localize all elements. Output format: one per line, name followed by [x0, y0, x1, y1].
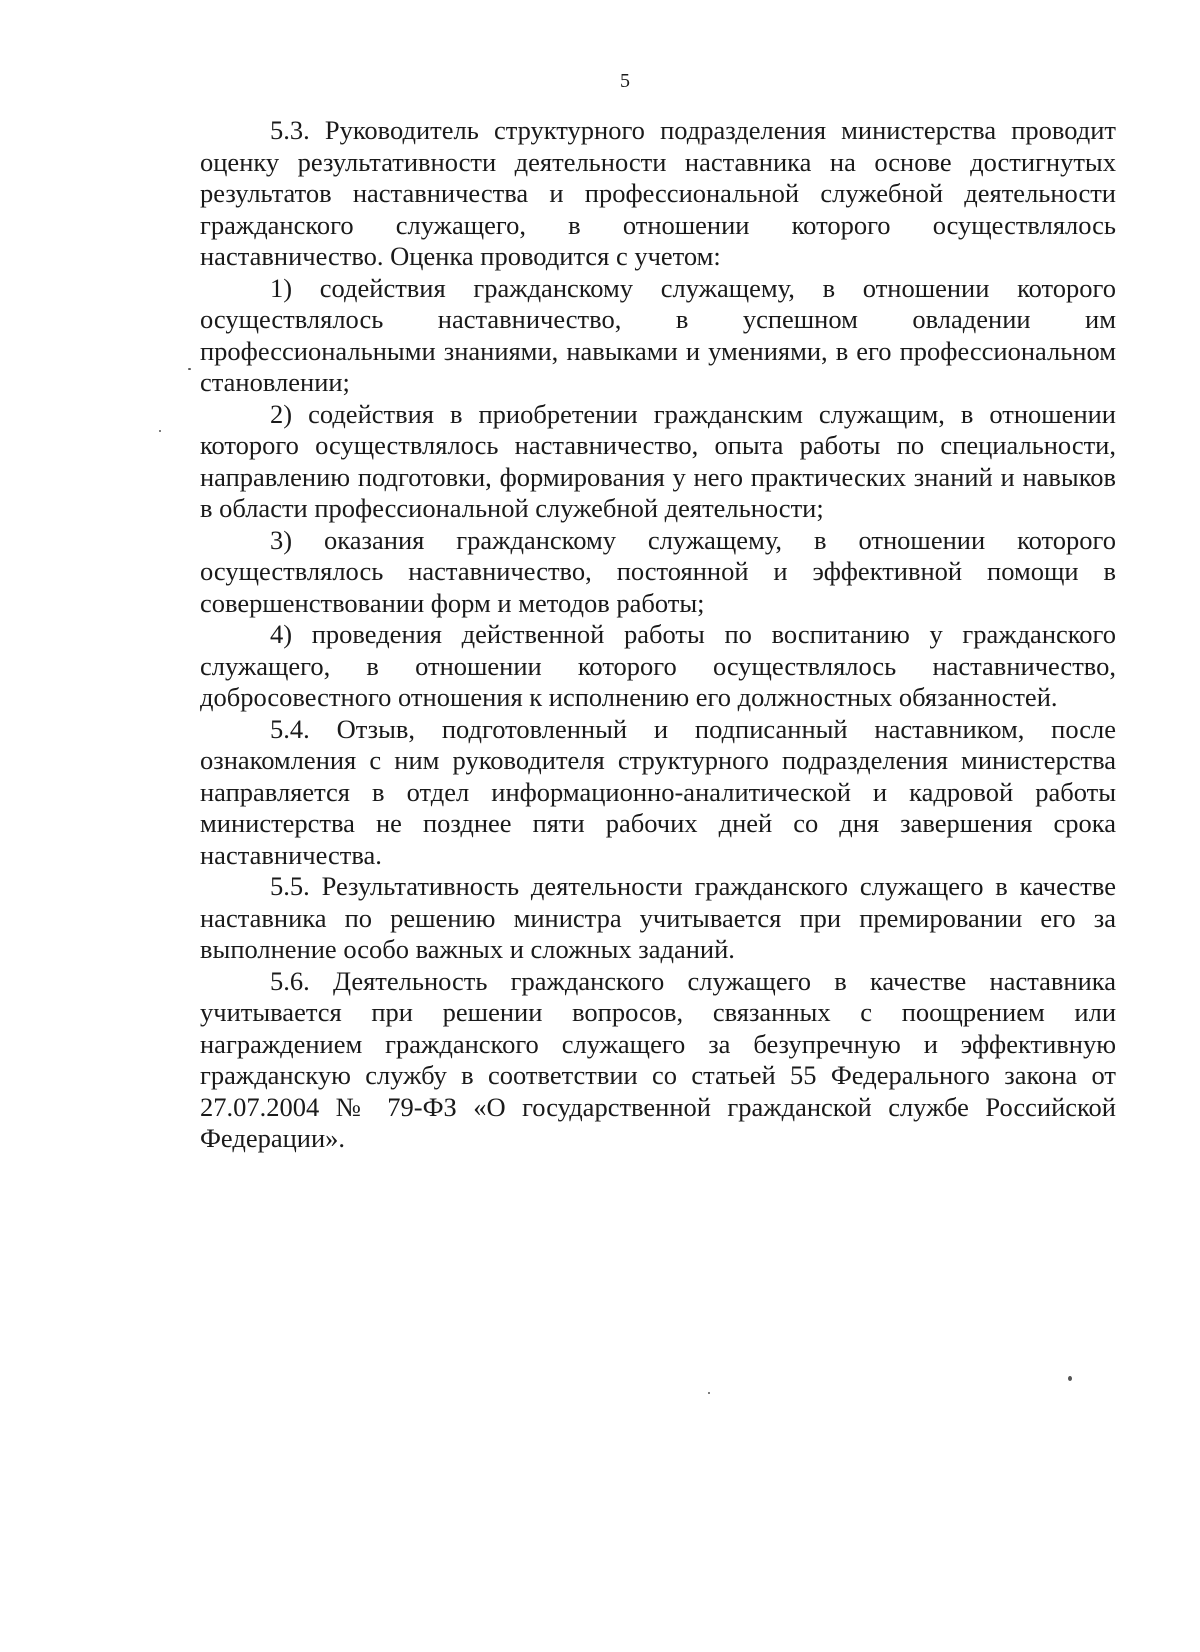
list-item-4: 4) проведения действенной работы по воспитанию у гражданского служащего, в отношении которого осуществлялось наставничество, добросовестного отношения к исполнению его должностных обязанностей.	[200, 619, 1116, 712]
list-item-3: 3) оказания гражданскому служащему, в отношении которого осуществлялось наставничество, постоянной и эффективной помощи в совершенствовании форм и методов работы;	[200, 524, 1116, 618]
page-number: 5	[620, 70, 630, 92]
list-item-2: 2) содействия в приобретении гражданским служащим, в отношении которого осуществлялось наставничество, опыта работы по специальности, направлению подготовки, формирования у него практических знаний и навыков в области профессиональной служебной деятельности;	[200, 398, 1116, 523]
scan-speck	[159, 430, 161, 432]
paragraph-5-4: 5.4. Отзыв, подготовленный и подписанный наставником, после ознакомления с ним руководителя структурного подразделения министерства направляется в отдел информационно-аналитической и кадровой работы министерства не позднее пяти рабочих дней со дня завершения срока наставничества.	[200, 713, 1116, 870]
scan-speck	[1068, 1376, 1072, 1381]
scan-speck	[188, 368, 191, 370]
paragraph-5-6: 5.6. Деятельность гражданского служащего в качестве наставника учитывается при решении вопросов, связанных с поощрением или награждением гражданского служащего за безупречную и эффективную гражданскую службу в соответствии со статьей 55 Федерального закона от 27.07.2004 № 79-ФЗ «О государственной гражданской службе Российской Федерации».	[200, 965, 1116, 1153]
scan-speck	[708, 1392, 710, 1394]
list-item-1: 1) содействия гражданскому служащему, в отношении которого осуществлялось наставничество, в успешном овладении им профессиональными знаниями, навыками и умениями, в его профессиональном становлении;	[200, 272, 1116, 397]
document-body	[200, 115, 1116, 1155]
paragraph-5-5: 5.5. Результативность деятельности гражданского служащего в качестве наставника по решению министра учитывается при премировании его за выполнение особо важных и сложных заданий.	[200, 871, 1116, 964]
paragraph-5-3: 5.3. Руководитель структурного подразделения министерства проводит оценку результативности деятельности наставника на основе достигнутых результатов наставничества и профессиональной служебной деятельности гражданского служащего, в отношении которого осуществлялось наставничество. Оценка проводится с учетом:	[200, 115, 1116, 271]
